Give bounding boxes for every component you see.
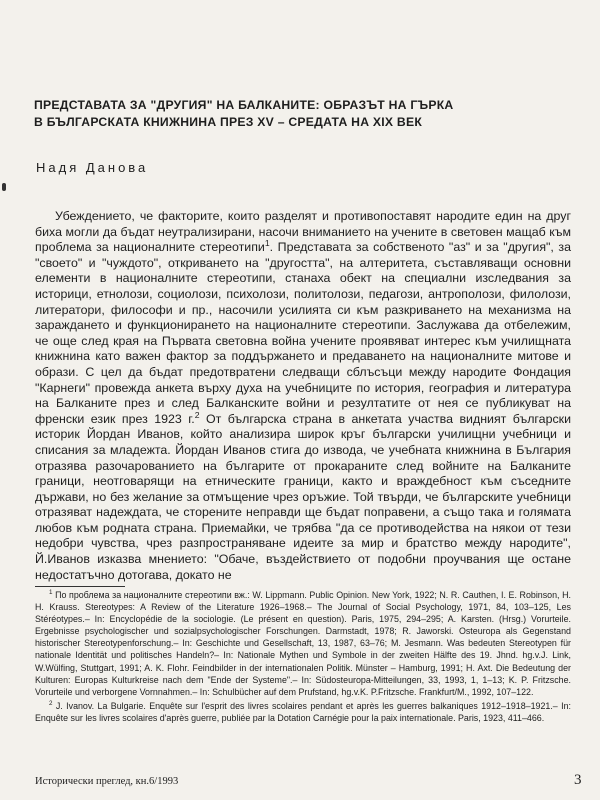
footnote-1 (35, 589, 571, 698)
footnote-1-text: По проблема за националните стереотипи вж.: W. Lippmann. Public Opinion. New York, 1922; N. R. Cauthen, I. E. Robinson, H. H. Krauss. Stereotypes: A Review of the Literature 1926–1968.– The Journal of Social Psychology, 1971, 84, 103–125, Les Stéréotypes.– In: Encyclopédie de la sociologie. (Le présent en question). Paris, 1975, 294–295; A. Karsten. (Hrsg.) Vorurteile. Ergebnisse psychologischer und sozialpsychologischer Forschungen. Darmstadt, 1978; R. Jaworski. Osteuropa als Gegenstand historischer Stereotypenforschung.– In: Geschichte und Gesellschaft, 13, 1987, 63–76; M. Jesmann. Was bedeuten Stereotypen für nationale Identität und politisches Handeln?– In: Nationale Mythen und Symbole in der zweiten Hälfte des 19. Jhnd. hg.v.J. Link, W.Wülfing, Stuttgart, 1991; A. K. Flohr. Feindbilder in der internationalen Politik. Münster – Hamburg, 1991; H. Axt. Die Bedeutung der Kulturen: Europas Kulturkreise nach dem "Ende der Systeme".– In: Südosteuropa-Mitteilungen, 33, 1993, 1, 1–13; K. P. Fritzsche. Vorurteile und verborgene Vornnahmen.– In: Schulbücher auf dem Prufstand, hg.v.K. P.Fritzsche. Frankfurt/M., 1992, 107–122. (35, 590, 571, 697)
article-title (34, 97, 574, 131)
article-body (35, 209, 571, 583)
footnote-mark-2: 2 (49, 699, 53, 707)
title-line-1: ПРЕДСТАВАТА ЗА "ДРУГИЯ" НА БАЛКАНИТЕ: ОБРАЗЪТ НА ГЪРКА (34, 98, 454, 112)
footnote-2-text: J. Ivanov. La Bulgarie. Enquête sur l'esprit des livres scolaires pendant et après les guerres balkaniques 1912–1918–1921.– In: Enquête sur les livres scolaires d'après guerre, publiée par la Dotation Carnégie pour la paix internationale. Paris, 1923, 411–466. (35, 700, 571, 723)
body-text-part-2: . Представата за собственото "аз" и за "другия", за "своето" и "чуждото", откриването на "другостта", на алтеритета, съставляващи основни елементи в националните стереотипи, станаха обект на специални изследвания за историци, етнолози, социолози, психолози, политолози, педагози, антрополози, филолози, литератори, философи и пр., насочили усилията си към разкриването на механизма на зараждането и функционирането на националните стереотипи. Заслужава да отбележим, че още след края на Първата световна война учените проявяват интерес към училищната книжнина като важен фактор за поддържането и предаването на националните митове и образи. С цел да бъдат предотвратени следващи сблъсъци между народите Фондация "Карнеги" провежда анкета върху духа на учебниците по история, география и литература на Балканите през и след Балканските войни и резултатите от нея се публикуват на френски език през 1923 г. (35, 240, 571, 426)
footnote-ref-2[interactable]: 2 (194, 409, 200, 420)
footnotes (35, 589, 571, 724)
journal-footer: Исторически преглед, кн.6/1993 (35, 776, 179, 787)
title-line-2: В БЪЛГАРСКАТА КНИЖНИНА ПРЕЗ XV – СРЕДАТА НА XIX ВЕК (34, 115, 423, 129)
footnote-mark-1: 1 (49, 589, 53, 597)
footnote-ref-1[interactable]: 1 (264, 238, 270, 249)
footnote-2 (35, 700, 571, 724)
body-text-part-3: От българска страна в анкетата участва видният български историк Йордан Иванов, който анализира широк кръг български училищни учебници и списания за младежта. Йордан Иванов стига до извода, че учебната книжнина в България отразява разочарованието на българите от прокараните след войните на Балканите граници, неотговарящи на етническите граници, както и враждебност към съседните държави, но без желание за отмъщение чрез оръжие. Той твърди, че българските учебници отразяват надеждата, че сторените неправди ще бъдат поправени, а също така и голямата любов към родната страна. Приемайки, че трябва "да се противодействa на някои от тези недобри чувства, чрез разпространяване идеите за мир и братство между народите", Й.Иванов изказва мнението: "Обаче, въздействието от подобни проучвания ще остане недостатъчно дотогава, докато не (35, 411, 572, 582)
footnote-divider (35, 586, 125, 587)
body-text-part-1: Убеждението, че факторите, които разделят и противопоставят народите един на друг биха могли да бъдат неутрализирани, насочи вниманието на учените в световен мащаб към проблема за националните стереотипи (35, 209, 571, 255)
scan-speck (2, 183, 6, 191)
page-number: 3 (574, 772, 582, 788)
author-name: Надя Данова (36, 160, 149, 175)
body-paragraph (35, 209, 571, 583)
